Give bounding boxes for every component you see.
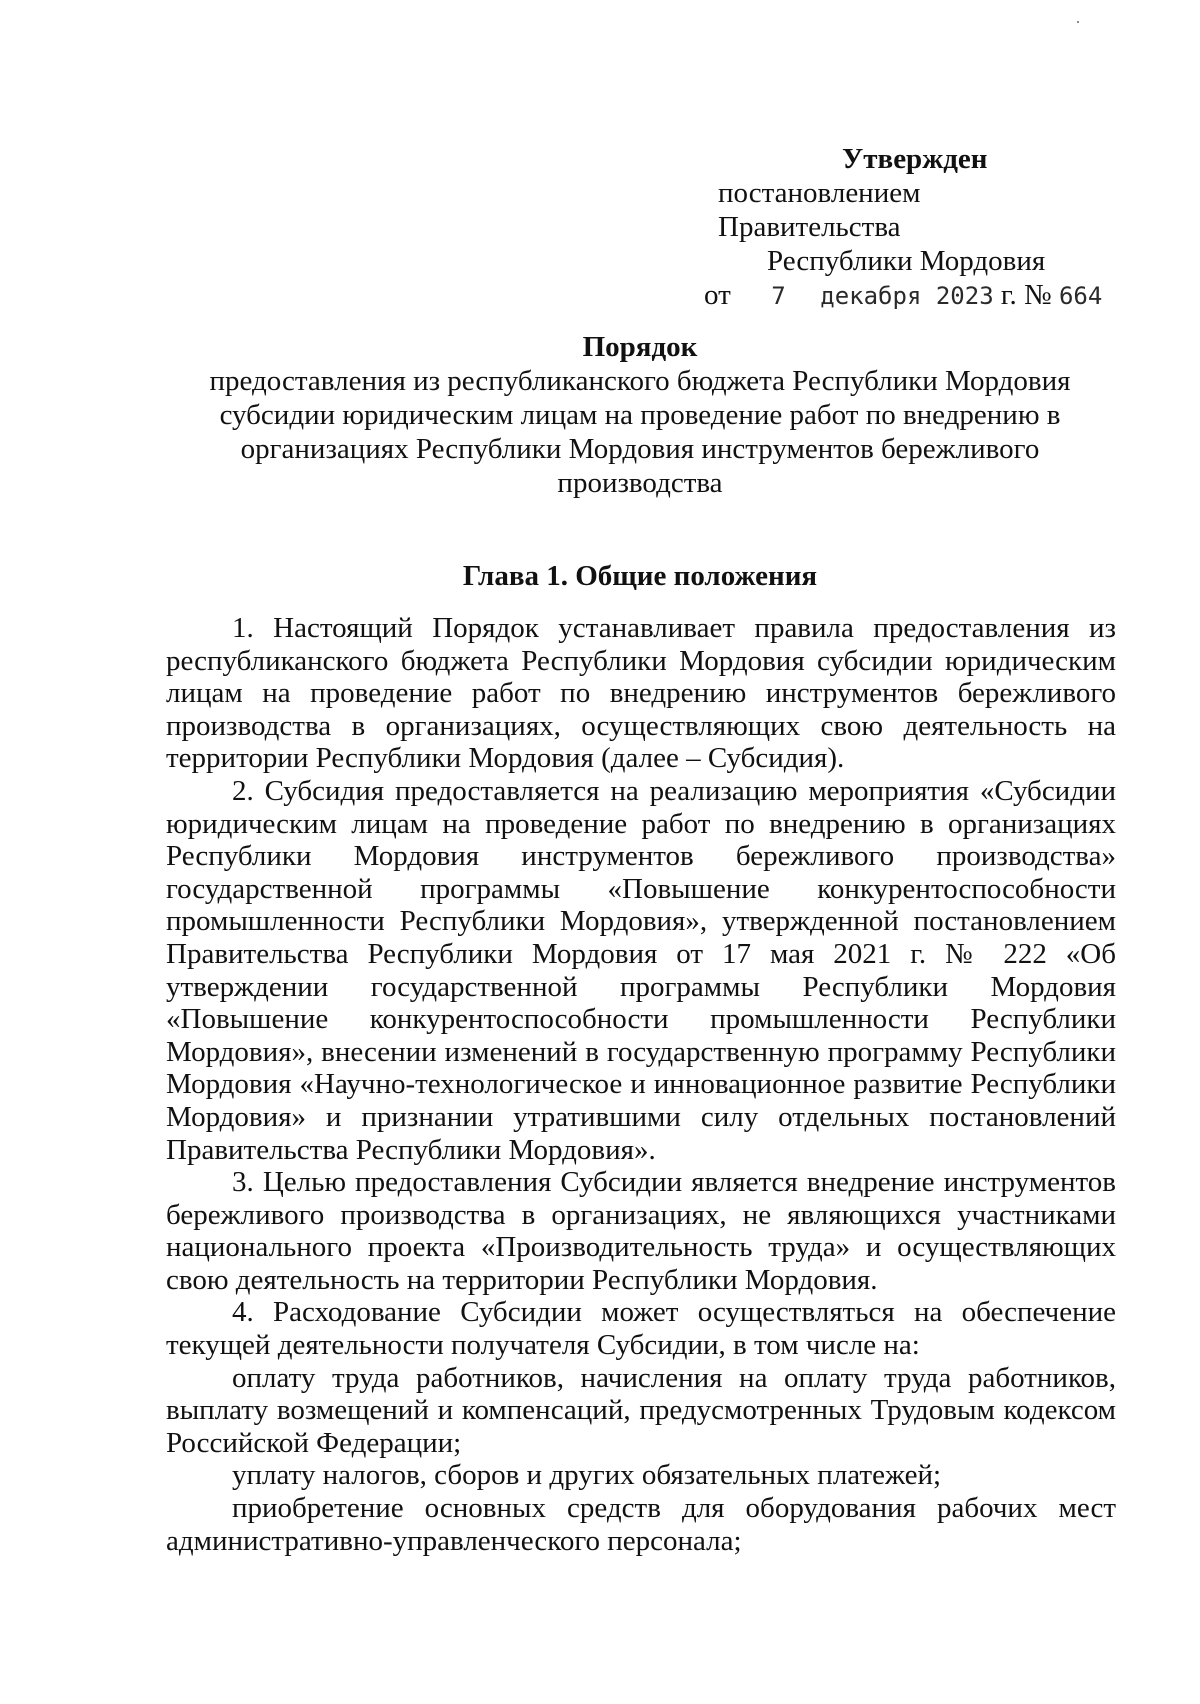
order-subtitle-line-2: субсидии юридическим лицам на проведение работ по внедрению в (219, 399, 1061, 431)
order-title-block (160, 330, 1120, 500)
scan-speck (1077, 21, 1079, 23)
paragraph-4: 4. Расходование Субсидии может осуществляться на обеспечение текущей деятельности получателя Субсидии, в том числе на: (166, 1296, 1116, 1362)
paragraph-2: 2. Субсидия предоставляется на реализацию мероприятия «Субсидии юридическим лицам на проведение работ по внедрению в организациях Республики Мордовия инструментов бережливого производства» государственной программы «Повышение конкурентоспособности промышленности Республики Мордовия», утвержденной постановлением Правительства Республики Мордовия от 17 мая 2021 г. № 222 «Об утверждении государственной программы Республики Мордовия «Повышение конкурентоспособности промышленности Республики Мордовия», внесении изменений в государственную программу Республики Мордовия «Научно-технологическое и инновационное развитие Республики Мордовия» и признании утратившими силу отдельных постановлений Правительства Республики Мордовия». (166, 774, 1116, 1166)
order-subtitle-line-4: производства (557, 467, 723, 499)
paragraph-4-item-3: приобретение основных средств для оборудования рабочих мест административно-управленческого персонала; (166, 1492, 1116, 1557)
approval-day: 7 (771, 282, 786, 310)
approval-number: 664 (1058, 282, 1103, 310)
paragraph-1: 1. Настоящий Порядок устанавливает правила предоставления из республиканского бюджета Республики Мордовия субсидии юридическим лицам на проведение работ по внедрению инструментов бережливого производства в организациях, осуществляющих свою деятельность на территории Республики Мордовия (далее – Субсидия). (166, 612, 1116, 775)
approval-date-prefix: от (704, 279, 731, 311)
body-text (166, 612, 1116, 1557)
approval-line-1: постановлением Правительства (718, 177, 921, 243)
approval-date (680, 278, 1103, 313)
order-title: Порядок (582, 331, 698, 363)
chapter-heading: Глава 1. Общие положения (462, 560, 818, 592)
order-subtitle-line-1: предоставления из республиканского бюджета Республики Мордовия (209, 365, 1071, 397)
paragraph-4-item-1: оплату труда работников, начисления на оплату труда работников, выплату возмещений и компенсаций, предусмотренных Трудовым кодексом Российской Федерации; (166, 1361, 1116, 1459)
paragraph-3: 3. Целью предоставления Субсидии является внедрение инструментов бережливого производства в организациях, не являющихся участниками национального проекта «Производительность труда» и осуществляющих свою деятельность на территории Республики Мордовия. (166, 1166, 1116, 1296)
approval-title: Утвержден (842, 143, 988, 175)
order-subtitle-line-3: организациях Республики Мордовия инструментов бережливого (240, 433, 1040, 465)
approval-block (680, 142, 1103, 313)
approval-month-year: декабря 2023 (820, 282, 994, 310)
approval-line-2: Республики Мордовия (767, 245, 1046, 277)
paragraph-4-item-2: уплату налогов, сборов и других обязательных платежей; (232, 1459, 942, 1492)
approval-year-suffix: г. № (1000, 279, 1052, 311)
